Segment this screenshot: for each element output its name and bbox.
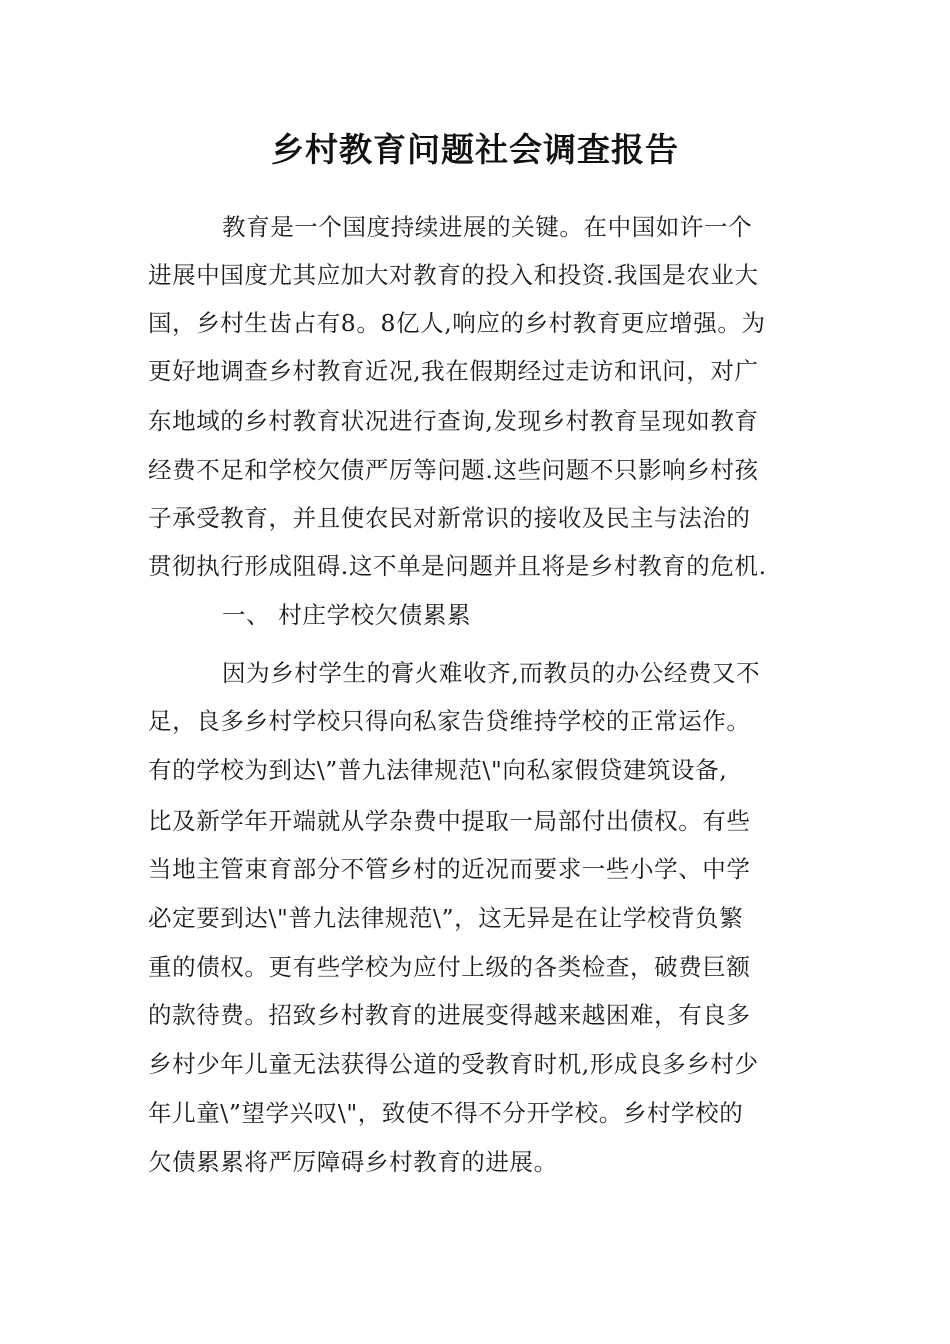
paragraph-line: 经费不足和学校欠债严厉等问题.这些问题不只影响乡村孩	[148, 456, 759, 484]
paragraph-line: 当地主管束育部分不管乡村的近况而要求一些小学、中学	[148, 855, 751, 883]
paragraph-line: 乡村少年儿童无法获得公道的受教育时机,形成良多乡村少	[148, 1050, 759, 1078]
document-title: 乡村教育问题社会调查报告	[271, 130, 679, 169]
paragraph-line: 必定要到达\"普九法律规范\”，这无异是在让学校背负繁	[148, 904, 744, 932]
paragraph-line: 子承受教育，并且使农民对新常识的接收及民主与法治的	[148, 504, 751, 532]
paragraph-line: 教育是一个国度持续进展的关键。在中国如许一个	[222, 213, 753, 241]
paragraph-line: 重的债权。更有些学校为应付上级的各类检查，破费巨额	[148, 953, 751, 981]
paragraph-line: 进展中国度尤其应加大对教育的投入和投资.我国是农业大	[148, 261, 759, 289]
paragraph-line: 贯彻执行形成阻碍.这不单是问题并且将是乡村教育的危机.	[148, 552, 767, 580]
paragraph-line: 欠债累累将严厉障碍乡村教育的进展。	[148, 1148, 558, 1176]
paragraph-line: 有的学校为到达\”普九法律规范\"向私家假贷建筑设备,	[148, 756, 728, 784]
paragraph-line: 年儿童\”望学兴叹\"，致使不得不分开学校。乡村学校的	[148, 1099, 744, 1127]
paragraph-line: 国，乡村生齿占有8。8亿人,响应的乡村教育更应增强。为	[148, 309, 766, 337]
section-heading: 一、 村庄学校欠债累累	[222, 601, 472, 629]
paragraph-line: 因为乡村学生的膏火难收齐,而教员的办公经费又不	[222, 659, 761, 687]
paragraph-line: 的款待费。招致乡村教育的进展变得越来越困难，有良多	[148, 1001, 751, 1029]
paragraph-line: 比及新学年开端就从学杂费中提取一局部付出债权。有些	[148, 807, 751, 835]
paragraph-line: 东地域的乡村教育状况进行查询,发现乡村教育呈现如教育	[148, 407, 759, 435]
paragraph-line: 更好地调查乡村教育近况,我在假期经过走访和讯问，对广	[148, 357, 759, 385]
paragraph-line: 足，良多乡村学校只得向私家告贷维持学校的正常运作。	[148, 707, 751, 735]
